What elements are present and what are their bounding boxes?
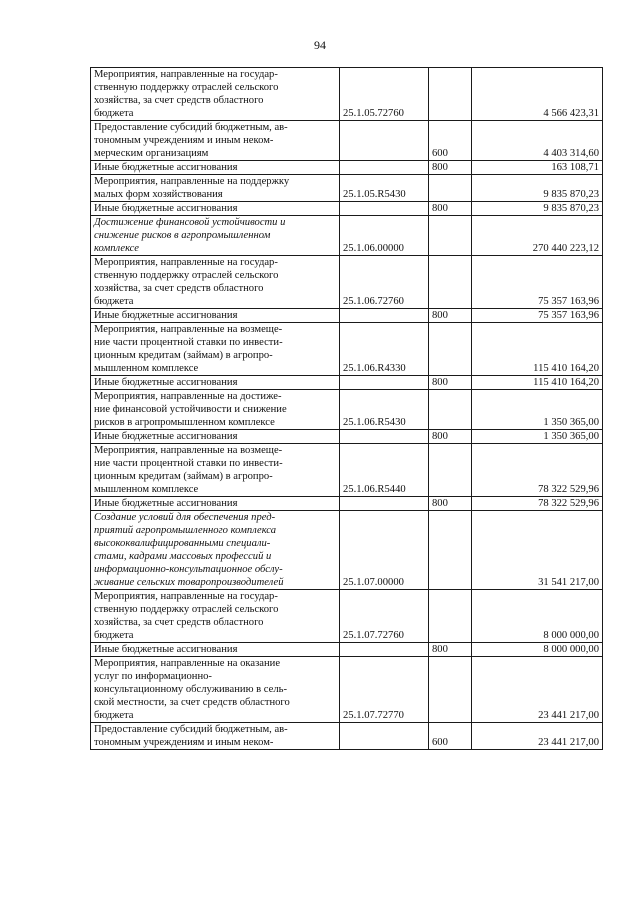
row-amount: 78 322 529,96 xyxy=(472,497,603,511)
row-name: Достижение финансовой устойчивости и снижение рисков в агропромышленном комплексе xyxy=(91,216,340,256)
table-row xyxy=(91,590,603,643)
row-amount: 78 322 529,96 xyxy=(472,444,603,497)
row-code xyxy=(340,643,429,657)
row-expense-type xyxy=(429,511,472,590)
row-name: Иные бюджетные ассигнования xyxy=(91,430,340,444)
table-row xyxy=(91,723,603,750)
row-expense-type xyxy=(429,444,472,497)
row-code: 25.1.07.00000 xyxy=(340,511,429,590)
row-code xyxy=(340,430,429,444)
row-code: 25.1.07.72770 xyxy=(340,657,429,723)
row-amount: 75 357 163,96 xyxy=(472,309,603,323)
table-row xyxy=(91,309,603,323)
row-expense-type xyxy=(429,68,472,121)
table-row xyxy=(91,643,603,657)
row-expense-type xyxy=(429,216,472,256)
row-name: Мероприятия, направленные на поддержку малых форм хозяйствования xyxy=(91,175,340,202)
row-code: 25.1.06.R5440 xyxy=(340,444,429,497)
row-name: Мероприятия, направленные на оказание услуг по информационно- консультационному обслуживанию в сель- ской местности, за счет средств областного бюджета xyxy=(91,657,340,723)
budget-table-body xyxy=(91,68,603,750)
row-code: 25.1.06.R5430 xyxy=(340,390,429,430)
budget-table xyxy=(90,67,603,750)
row-name: Предоставление субсидий бюджетным, ав- тономным учреждениям и иным неком- xyxy=(91,723,340,750)
table-row xyxy=(91,511,603,590)
table-row xyxy=(91,497,603,511)
row-expense-type xyxy=(429,256,472,309)
row-amount: 163 108,71 xyxy=(472,161,603,175)
row-expense-type: 800 xyxy=(429,309,472,323)
row-name: Мероприятия, направленные на государ- ственную поддержку отраслей сельского хозяйства, за счет средств областного бюджета xyxy=(91,68,340,121)
row-name: Мероприятия, направленные на государ- ственную поддержку отраслей сельского хозяйства, за счет средств областного бюджета xyxy=(91,590,340,643)
row-code xyxy=(340,202,429,216)
row-expense-type: 600 xyxy=(429,723,472,750)
row-expense-type xyxy=(429,175,472,202)
row-name: Иные бюджетные ассигнования xyxy=(91,202,340,216)
table-row xyxy=(91,444,603,497)
table-row xyxy=(91,175,603,202)
table-row xyxy=(91,202,603,216)
row-amount: 8 000 000,00 xyxy=(472,643,603,657)
row-name: Иные бюджетные ассигнования xyxy=(91,309,340,323)
row-name: Мероприятия, направленные на достиже- ние финансовой устойчивости и снижение рисков в агропромышленном комплексе xyxy=(91,390,340,430)
row-expense-type: 800 xyxy=(429,497,472,511)
row-amount: 23 441 217,00 xyxy=(472,657,603,723)
row-expense-type: 800 xyxy=(429,202,472,216)
page-number: 94 xyxy=(314,38,326,52)
row-amount: 9 835 870,23 xyxy=(472,202,603,216)
row-amount: 75 357 163,96 xyxy=(472,256,603,309)
table-row xyxy=(91,256,603,309)
row-code xyxy=(340,121,429,161)
row-name: Иные бюджетные ассигнования xyxy=(91,161,340,175)
row-code: 25.1.06.R4330 xyxy=(340,323,429,376)
row-amount: 4 403 314,60 xyxy=(472,121,603,161)
row-expense-type xyxy=(429,390,472,430)
row-name: Иные бюджетные ассигнования xyxy=(91,376,340,390)
row-code xyxy=(340,161,429,175)
row-name: Предоставление субсидий бюджетным, ав- тономным учреждениям и иным неком- мерческим организациям xyxy=(91,121,340,161)
row-expense-type xyxy=(429,590,472,643)
table-row xyxy=(91,323,603,376)
row-name: Иные бюджетные ассигнования xyxy=(91,497,340,511)
row-code: 25.1.07.72760 xyxy=(340,590,429,643)
row-code xyxy=(340,723,429,750)
row-code: 25.1.05.R5430 xyxy=(340,175,429,202)
table-row xyxy=(91,390,603,430)
row-expense-type xyxy=(429,323,472,376)
row-expense-type: 800 xyxy=(429,643,472,657)
row-code xyxy=(340,497,429,511)
row-code: 25.1.06.00000 xyxy=(340,216,429,256)
table-row xyxy=(91,430,603,444)
row-name: Мероприятия, направленные на возмеще- ние части процентной ставки по инвести- ционным кредитам (займам) в агропро- мышленном комплексе xyxy=(91,323,340,376)
row-expense-type: 800 xyxy=(429,430,472,444)
table-row xyxy=(91,216,603,256)
row-code xyxy=(340,309,429,323)
row-name: Мероприятия, направленные на государ- ственную поддержку отраслей сельского хозяйства, за счет средств областного бюджета xyxy=(91,256,340,309)
row-amount: 1 350 365,00 xyxy=(472,390,603,430)
row-amount: 23 441 217,00 xyxy=(472,723,603,750)
row-amount: 115 410 164,20 xyxy=(472,376,603,390)
row-amount: 9 835 870,23 xyxy=(472,175,603,202)
table-row xyxy=(91,68,603,121)
row-expense-type: 800 xyxy=(429,161,472,175)
row-amount: 4 566 423,31 xyxy=(472,68,603,121)
row-amount: 115 410 164,20 xyxy=(472,323,603,376)
row-amount: 270 440 223,12 xyxy=(472,216,603,256)
row-name: Мероприятия, направленные на возмеще- ние части процентной ставки по инвести- ционным кредитам (займам) в агропро- мышленном комплексе xyxy=(91,444,340,497)
table-row xyxy=(91,121,603,161)
row-expense-type: 800 xyxy=(429,376,472,390)
table-row xyxy=(91,376,603,390)
row-name: Создание условий для обеспечения пред- приятий агропромышленного комплекса высококвалифицированными специали- стами, кадрами массовых профессий и информационно-консультационное обслу- живание сельских товаропроизводителей xyxy=(91,511,340,590)
row-expense-type xyxy=(429,657,472,723)
row-amount: 31 541 217,00 xyxy=(472,511,603,590)
table-row xyxy=(91,657,603,723)
row-code: 25.1.05.72760 xyxy=(340,68,429,121)
row-code xyxy=(340,376,429,390)
table-row xyxy=(91,161,603,175)
row-name: Иные бюджетные ассигнования xyxy=(91,643,340,657)
row-code: 25.1.06.72760 xyxy=(340,256,429,309)
row-amount: 1 350 365,00 xyxy=(472,430,603,444)
row-amount: 8 000 000,00 xyxy=(472,590,603,643)
row-expense-type: 600 xyxy=(429,121,472,161)
